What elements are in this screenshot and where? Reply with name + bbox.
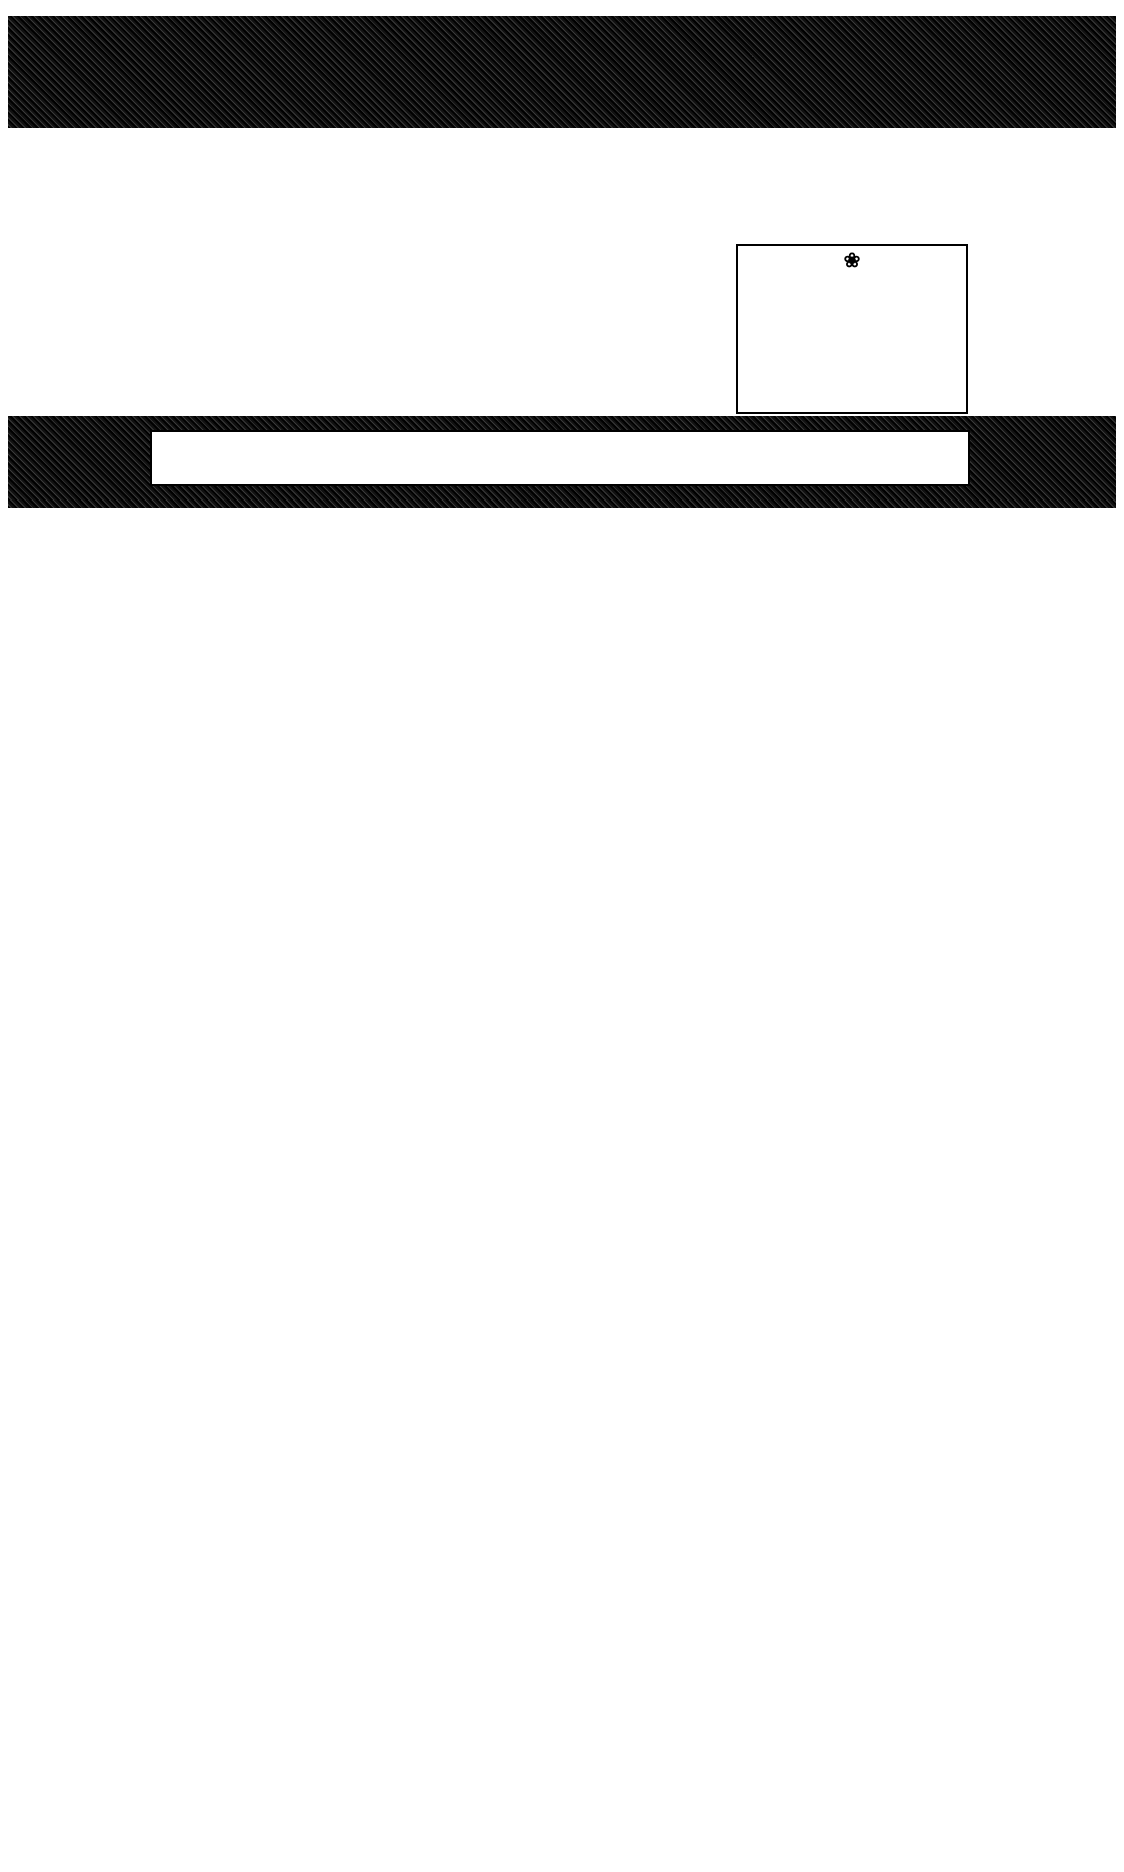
schroeder-ad: [736, 244, 968, 414]
top-decorative-band: [8, 16, 1116, 128]
rose-icon: ❀: [843, 250, 861, 272]
guide-title: [150, 430, 970, 486]
bottom-decorative-band: [8, 500, 1116, 508]
page-header: [12, 4, 1112, 16]
